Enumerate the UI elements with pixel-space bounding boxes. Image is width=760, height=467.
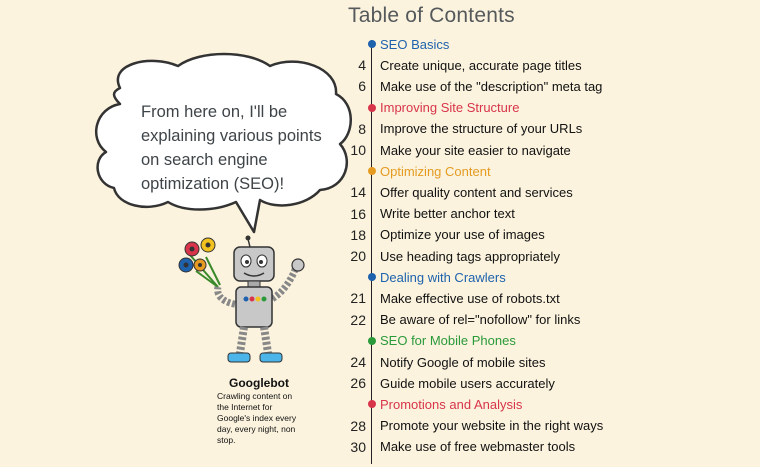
- toc-section-heading[interactable]: [368, 333, 516, 349]
- toc-entry-text: Offer quality content and services: [380, 184, 573, 200]
- toc-page-number: 6: [358, 78, 366, 95]
- toc-entry[interactable]: [340, 312, 760, 328]
- toc-page-number: 8: [358, 120, 366, 137]
- toc-entry[interactable]: [340, 78, 760, 94]
- section-bullet-icon: [368, 337, 376, 345]
- toc-page-number: 30: [350, 438, 366, 455]
- toc-section-heading[interactable]: [368, 396, 522, 412]
- toc-section-heading[interactable]: [368, 100, 519, 116]
- toc-entry-text: Make effective use of robots.txt: [380, 290, 560, 306]
- toc-page-number: 20: [350, 248, 366, 264]
- toc-entry-text: Make use of the "description" meta tag: [380, 78, 603, 94]
- toc-entry[interactable]: [340, 142, 760, 158]
- toc-section-heading[interactable]: [368, 163, 491, 179]
- toc-title: Table of Contents: [348, 4, 515, 27]
- toc-page-number: 14: [350, 184, 366, 201]
- toc-entry-text: Use heading tags appropriately: [380, 248, 560, 264]
- toc-entry-text: Make use of free webmaster tools: [380, 439, 576, 455]
- googlebot-name: Googlebot: [229, 376, 289, 390]
- toc-entry[interactable]: [340, 206, 760, 222]
- section-bullet-icon: [368, 40, 376, 48]
- toc-section-label: SEO for Mobile Phones: [380, 333, 516, 349]
- googlebot-robot-icon: [170, 235, 320, 375]
- section-bullet-icon: [368, 104, 376, 112]
- toc-entry[interactable]: [340, 418, 760, 434]
- toc-entry[interactable]: [340, 439, 760, 455]
- toc-section-heading[interactable]: [368, 269, 506, 285]
- speech-bubble-text: From here on, I'll be explaining various points on search engine optimization (SEO)!: [141, 103, 322, 193]
- toc-entry-text: Be aware of rel="nofollow" for links: [380, 312, 581, 328]
- toc-entry[interactable]: [340, 354, 760, 370]
- toc-page-number: 18: [350, 226, 366, 243]
- toc-entry-text: Optimize your use of images: [380, 227, 545, 243]
- toc-entry[interactable]: [340, 121, 760, 137]
- toc-entry-text: Improve the structure of your URLs: [380, 121, 583, 137]
- toc-entry[interactable]: [340, 227, 760, 243]
- toc-entry[interactable]: [340, 184, 760, 200]
- section-bullet-icon: [368, 273, 376, 281]
- toc-page-number: 4: [358, 57, 366, 74]
- toc-entry[interactable]: [340, 375, 760, 391]
- toc-section-label: Optimizing Content: [380, 163, 491, 179]
- toc-page-number: 28: [350, 417, 366, 434]
- toc-page-number: 26: [350, 375, 366, 392]
- toc-section-label: Improving Site Structure: [380, 100, 520, 116]
- toc-page-number: 21: [350, 290, 366, 307]
- toc-entry[interactable]: [340, 290, 760, 306]
- toc-entry-text: Write better anchor text: [380, 206, 515, 222]
- toc-section-label: Promotions and Analysis: [380, 396, 523, 412]
- toc-page-number: 10: [350, 142, 366, 158]
- section-bullet-icon: [368, 167, 376, 175]
- googlebot-description: Crawling content on the Internet for Google's index every day, every night, non stop.: [217, 391, 297, 445]
- toc-page-number: 24: [350, 354, 366, 370]
- toc-entry-text: Create unique, accurate page titles: [380, 57, 582, 73]
- toc-section-heading[interactable]: [368, 36, 449, 52]
- toc-entry[interactable]: [340, 57, 760, 73]
- toc-section-label: SEO Basics: [380, 36, 450, 52]
- toc-entry-text: Notify Google of mobile sites: [380, 354, 546, 370]
- toc-page-number: 22: [350, 311, 366, 328]
- flower-bouquet-icon: [179, 238, 220, 287]
- toc-entry-text: Guide mobile users accurately: [380, 375, 555, 391]
- section-bullet-icon: [368, 400, 376, 408]
- toc-entry[interactable]: [340, 248, 760, 264]
- toc-entry-text: Promote your website in the right ways: [380, 418, 604, 434]
- toc-page-number: 16: [350, 205, 366, 222]
- toc-section-label: Dealing with Crawlers: [380, 269, 506, 285]
- toc-entry-text: Make your site easier to navigate: [380, 142, 571, 158]
